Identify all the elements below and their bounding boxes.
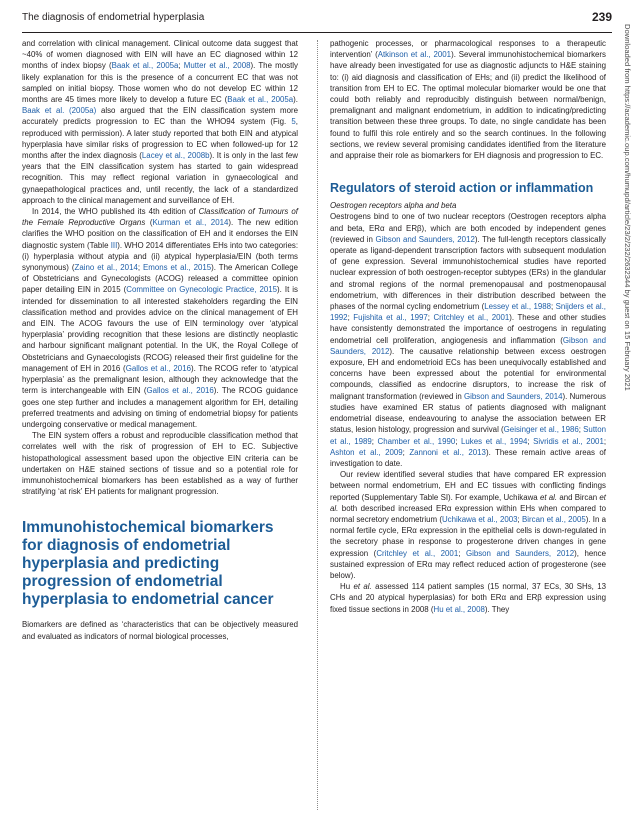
citation-link[interactable]: Gallos et al., 2016 [146,386,214,396]
citation-link[interactable]: Hu et al., 2008 [433,604,485,614]
citation-link[interactable]: Emons et al., 2015 [143,263,212,273]
citation-link[interactable]: Zannoni et al., 2013 [409,447,486,457]
download-note-text: Downloaded from https://academic.oup.com/humupd/article/23/2/232/2632344 by guest on 15 February 2021 [623,24,632,391]
citation-link[interactable]: Sivridis et al., 2001 [533,436,604,446]
download-watermark [620,24,634,804]
italic-text: Classification of Tumours of the Female Reproductive Organs [22,207,298,228]
citation-link[interactable]: Committee on Gynecologic Practice, 2015 [126,285,278,295]
citation-link[interactable]: Gibson and Saunders, 2012 [330,335,606,356]
citation-link[interactable]: Lessey et al., 1988 [484,302,552,312]
citation-link[interactable]: Atkinson et al., 2001 [377,50,452,60]
citation-link[interactable]: Sutton et al., 1989 [330,425,606,446]
citation-link[interactable]: Kurman et al., 2014 [152,218,229,228]
citation-link[interactable]: Gibson and Saunders, 2012 [465,548,575,558]
citation-link[interactable]: Critchley et al., 2001 [376,548,459,558]
subsection-heading: Oestrogen receptors alpha and beta [330,201,457,211]
citation-link[interactable]: Lukes et al., 1994 [461,436,528,446]
section-heading: Regulators of steroid action or inflammation [330,181,594,196]
citation-link[interactable]: Baak et al. (2005a) [22,106,97,116]
right-column [330,38,606,615]
citation-link[interactable]: Gibson and Saunders, 2012 [375,234,475,244]
page-number: 239 [591,10,612,24]
italic-text: et al. [353,582,372,592]
paragraph: Oestrogens bind to one of two nuclear receptors (Oestrogen receptors alpha and beta, ERα and ERβ), which are both encoded by independent genes (reviewed in Gibson and Saunders, 2012). The full-length receptors classically operate as ligand-dependent transcription factors with subsequent modulation of gene expression. Several immunohistochemical studies have reported nuclear expression of both oestrogen-receptor subtypes (ERs) in the glandular and stromal regions of the normal premenopausal and postmenopausal endometrium, with differences in their distribution described between the phases of the normal cycling endometrium (Lessey et al., 1988; Snijders et al., 1992; Fujishita et al., 1997; Critchley et al., 2001). These and other studies have consistently demonstrated the importance of oestrogens in regulating endometrial cell proliferation, angiogenesis and inflammation (Gibson and Saunders, 2012). The causative relationship between excess oestrogen exposure, EH and endometrioid ECs has been unequivocally established and concerns have been expressed about the potential for environmental compounds, classified as endocrine disruptors, to increase the risk of malignant transformation (reviewed in Gibson and Saunders, 2014). Numerous studies have examined ER status of patients diagnosed with malignant endometrial disease, endeavouring to analyse the association between ER status, lesion histology, progression and survival (Geisinger et al., 1986; Sutton et al., 1989; Chamber et al., 1990; Lukes et al., 1994; Sivridis et al., 2001; Ashton et al., 2009; Zannoni et al., 2013). These remain active areas of investigation to date. [330,212,607,468]
column-divider [317,40,318,810]
citation-link[interactable]: Fujishita et al., 1997 [353,313,428,323]
paragraph: Our review identified several studies that have compared ER expression between normal endometrium, EH and EC tissues with conflicting findings reported (Supplementary Table SI). For example, Uchikawa et al. and Bircan et al. both described increased ERα expression within EHs when compared to normal secretory endometrium (Uchikawa et al., 2003; Bircan et al., 2005). In a normal fertile cycle, ERα expression in the epithelial cells is down-regulated in the secretory phase in response to progesterone driven changes in gene expression (Critchley et al., 2001; Gibson and Saunders, 2012), hence sustained expression of ERα may reflect reduced action of progesterone (see below). [330,470,607,580]
italic-text: et al. [330,492,606,513]
citation-link[interactable]: Gallos et al., 2016 [125,363,191,373]
left-column [22,38,298,642]
citation-link[interactable]: Lacey et al., 2008b [141,151,210,161]
paragraph: Hu et al. assessed 114 patient samples (15 normal, 37 ECs, 30 SHs, 13 CHs and 20 atypical hyperplasias) for both ERα and ERβ expression using fixed tissue sections in 2008 (Hu et al., 2008). They [330,582,606,614]
italic-text: et al. [539,492,558,502]
citation-link[interactable]: Mutter et al., 2008 [183,61,251,71]
citation-link[interactable]: Geisinger et al., 1986 [503,425,579,435]
citation-link[interactable]: Ashton et al., 2009 [330,447,403,457]
citation-link[interactable]: Snijders et al., 1992 [330,302,606,323]
section-heading: Immunohistochemical biomarkers for diagnosis of endometrial hyperplasia and predicting progression of endometrial hyperplasia to endometrial cancer [22,519,274,609]
citation-link[interactable]: Chamber et al., 1990 [377,436,456,446]
citation-link[interactable]: 5 [291,117,296,127]
page-header [22,8,612,33]
citation-link[interactable]: Baak et al., 2005a [227,95,294,105]
citation-link[interactable]: Gibson and Saunders, 2014 [464,391,563,401]
citation-link[interactable]: Critchley et al., 2001 [433,313,510,323]
citation-link[interactable]: Zaino et al., 2014 [74,263,138,273]
citation-link[interactable]: III [110,240,118,250]
paragraph: pathogenic processes, or pharmacological responses to a therapeutic intervention’ (Atkinson et al., 2001). Several immunohistochemical biomarkers have already been investigated for use as diagnostic adjuncts to H&E staining to: (i) aid diagnosis and classification of EHs; and (ii) predict the likelihood of transition from EH to EC. The optimal molecular biomarker would be one that could both reliably and reproducibly distinguish between normal/benign, premalignant and malignant endometrium, in addition to indicating/predicting transition between these three groups. To date, no single candidate has been found to fulfil this role entirely and so the search continues. In the following sections, we review several promising candidates identified from the literature and appraise their role as biomarkers for EH diagnosis and progression to EC. [330,39,606,161]
citation-link[interactable]: Baak et al., 2005a [111,61,179,71]
citation-link[interactable]: Bircan et al., 2005 [521,514,586,524]
running-head: The diagnosis of endometrial hyperplasia [22,12,205,23]
paragraph: In 2014, the WHO published its 4th edition of Classification of Tumours of the Female Reproductive Organs (Kurman et al., 2014). The new edition clarifies the WHO position on the classification of EH and it endorses the EIN diagnostic system (Table III). WHO 2014 differentiates EHs into two categories: (i) hyperplasia without atypia and (ii) atypical hyperplasia/EIN (both terms synonymous) (Zaino et al., 2014; Emons et al., 2015). The American College of Obstetricians and Gynecologists (ACOG) released a committee opinion paper detailing EIN in 2015 (Committee on Gynecologic Practice, 2015). It is intended for dissemination to all interested stakeholders regarding the EIN classification method and provides advice on the clinical management of EH and EIN. The ACOG favours the use of EIN terminology over ‘atypical hyperplasia’ providing recognition that these lesions are distinctly neoplastic and harbour significant malignant potential. In the UK, the Royal College of Obstetricians and Gynaecologists (RCOG) released their first guideline for the management of EH in 2016 (Gallos et al., 2016). The RCOG refer to ‘atypical hyperplasia’ as the premalignant lesion, although they acknowledge that the term is interchangeable with EIN (Gallos et al., 2016). The RCOG guidance goes one step further and includes a management algorithm for EH, detailing preferred treatments and advising on timing of endometrial biopsy for patients undergoing conservative or medical management. [22,207,299,429]
citation-link[interactable]: Uchikawa et al., 2003 [441,514,518,524]
paragraph: The EIN system offers a robust and reproducible classification method that correlates well with the risk of progression of EH to EC. Subjective histopathological assessment based upon the objective EIN criteria can be undertaken on H&E stained sections of tissue and so a potential role for immunohistochemical biomarkers has been established as a way of further stratifying ‘at risk’ EH patients for malignant progression. [22,431,298,497]
paragraph: Biomarkers are defined as ‘characteristics that can be objectively measured and evaluated as indicators of normal biological processes, [22,620,298,641]
paragraph: and correlation with clinical management. Clinical outcome data suggest that ~40% of women diagnosed with EIN will have an EC diagnosed within 12 months of index biopsy (Baak et al., 2005a; Mutter et al., 2008). The mostly likely explanation for this is the presence of a concurrent EC that was not sampled on initial biopsy. Those women who do not develop EC within 12 months are 45 times more likely to develop a future EC (Baak et al., 2005a). Baak et al. (2005a) also argued that the EIN classification system more accurately predicts progression to EC than the WHO94 system (Fig. 5, reproduced with permission). A later study reported that both EIN and atypical hyperplasia have similar risks of progression to EC when followed-up for 12 months after the index diagnosis (Lacey et al., 2008b). It is only in the last few years that the EIN classification system has started to gain widespread recognition. This may reflect regional variation in gynaecological and gynaepathological practices and, until recently, the lack of a standardized approach to the clinical management and surveillance of EH. [22,39,298,205]
